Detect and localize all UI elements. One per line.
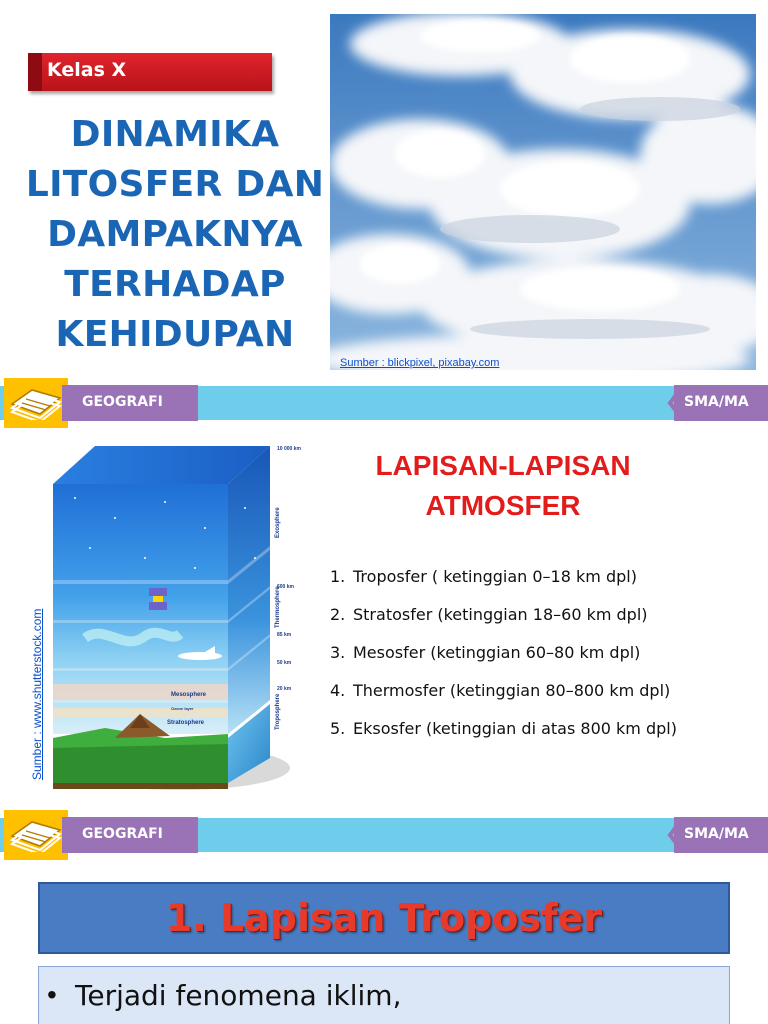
title-line: DINAMIKA	[70, 114, 280, 155]
atmosphere-slide	[0, 430, 768, 796]
image-source-link[interactable]: Sumber : www.shutterstock.com	[30, 608, 44, 780]
atmosphere-diagram	[45, 438, 310, 793]
bullet-box	[38, 966, 730, 1024]
list-item: 4. Thermosfer (ketinggian 80–800 km dpl)	[330, 681, 671, 700]
subject-header-bar	[0, 810, 768, 860]
clouds-illustration	[330, 14, 756, 370]
altitude-label: 10 000 km	[277, 446, 301, 452]
subject-label: GEOGRAFI	[82, 394, 163, 410]
troposphere-label: Troposphere	[275, 693, 281, 730]
badge-fold	[28, 53, 42, 91]
exosphere-label: Exosphere	[275, 507, 281, 538]
stratosphere-label: Stratosphere	[167, 720, 205, 726]
slide-title	[318, 446, 688, 526]
list-item: 2. Stratosfer (ketinggian 18–60 km dpl)	[330, 605, 648, 624]
topic-heading-box	[38, 882, 730, 954]
books-icon	[4, 378, 68, 428]
altitude-label: 85 km	[277, 632, 292, 638]
image-source-link[interactable]: Sumber : blickpixel, pixabay.com	[340, 357, 500, 369]
list-item: 3. Mesosfer (ketinggian 60–80 km dpl)	[330, 643, 641, 662]
subject-label: GEOGRAFI	[82, 826, 163, 842]
altitude-label: 20 km	[277, 686, 292, 692]
troposphere-slide	[0, 870, 768, 1024]
title-line: LAPISAN-LAPISAN	[375, 450, 631, 481]
title-line: DAMPAKNYA	[47, 214, 303, 255]
title-line: TERHADAP	[64, 264, 286, 305]
title-slide	[0, 0, 768, 378]
atmosphere-layer-list	[330, 566, 760, 756]
title-line: KEHIDUPAN	[55, 314, 295, 355]
title-line: ATMOSFER	[425, 490, 581, 521]
books-icon	[4, 810, 68, 860]
mesosphere-label: Mesosphere	[171, 692, 207, 698]
altitude-label: 600 km	[277, 584, 294, 590]
altitude-label: 50 km	[277, 660, 292, 666]
list-item: 5. Eksosfer (ketinggian di atas 800 km dpl)	[330, 719, 677, 738]
slide-title	[20, 110, 330, 360]
class-badge	[28, 53, 272, 95]
level-label: SMA/MA	[684, 826, 749, 842]
badge-text: Kelas X	[47, 59, 127, 81]
sky-clouds-photo	[330, 14, 756, 370]
topic-heading: 1. Lapisan Troposfer	[165, 896, 603, 940]
subject-label-box	[62, 385, 198, 421]
level-label: SMA/MA	[684, 394, 749, 410]
ozone-label: Ozone layer	[171, 706, 194, 711]
thermosphere-label: Thermosphere	[275, 586, 281, 628]
list-item: 1. Troposfer ( ketinggian 0–18 km dpl)	[330, 567, 637, 586]
level-label-box	[674, 817, 768, 853]
subject-label-box	[62, 817, 198, 853]
subject-header-bar	[0, 378, 768, 428]
bullet-icon: •	[47, 979, 57, 1010]
atmosphere-layers-illustration	[45, 438, 310, 793]
title-line: LITOSFER DAN	[25, 164, 325, 205]
bullet-text: Terjadi fenomena iklim,	[75, 979, 402, 1012]
level-label-box	[674, 385, 768, 421]
